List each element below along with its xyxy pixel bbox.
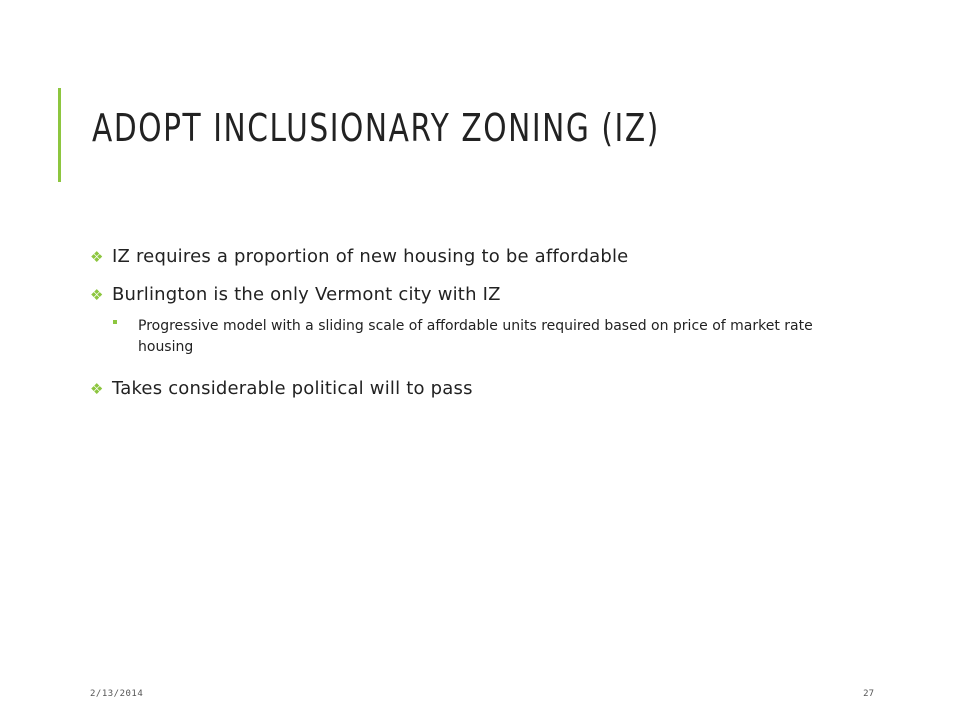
title-accent-bar [58,88,61,182]
diamond-bullet-icon: ❖ [90,248,104,266]
bullet-item [90,244,880,270]
diamond-bullet-icon: ❖ [90,380,104,398]
slide-content [90,244,880,414]
slide-title: ADOPT INCLUSIONARY ZONING (IZ) [92,106,660,150]
sub-bullet-item [138,316,848,358]
bullet-text: IZ requires a proportion of new housing to be affordable [112,246,629,267]
page-number: 27 [863,689,874,699]
footer-date: 2/13/2014 [90,689,144,699]
bullet-text: Burlington is the only Vermont city with IZ [112,284,501,305]
square-bullet-icon [113,320,117,324]
diamond-bullet-icon: ❖ [90,286,104,304]
sub-bullet-text: Progressive model with a sliding scale of affordable units required based on price of market rate housing [138,318,813,355]
bullet-item [90,282,880,308]
bullet-text: Takes considerable political will to pass [112,378,473,399]
bullet-item [90,376,880,402]
